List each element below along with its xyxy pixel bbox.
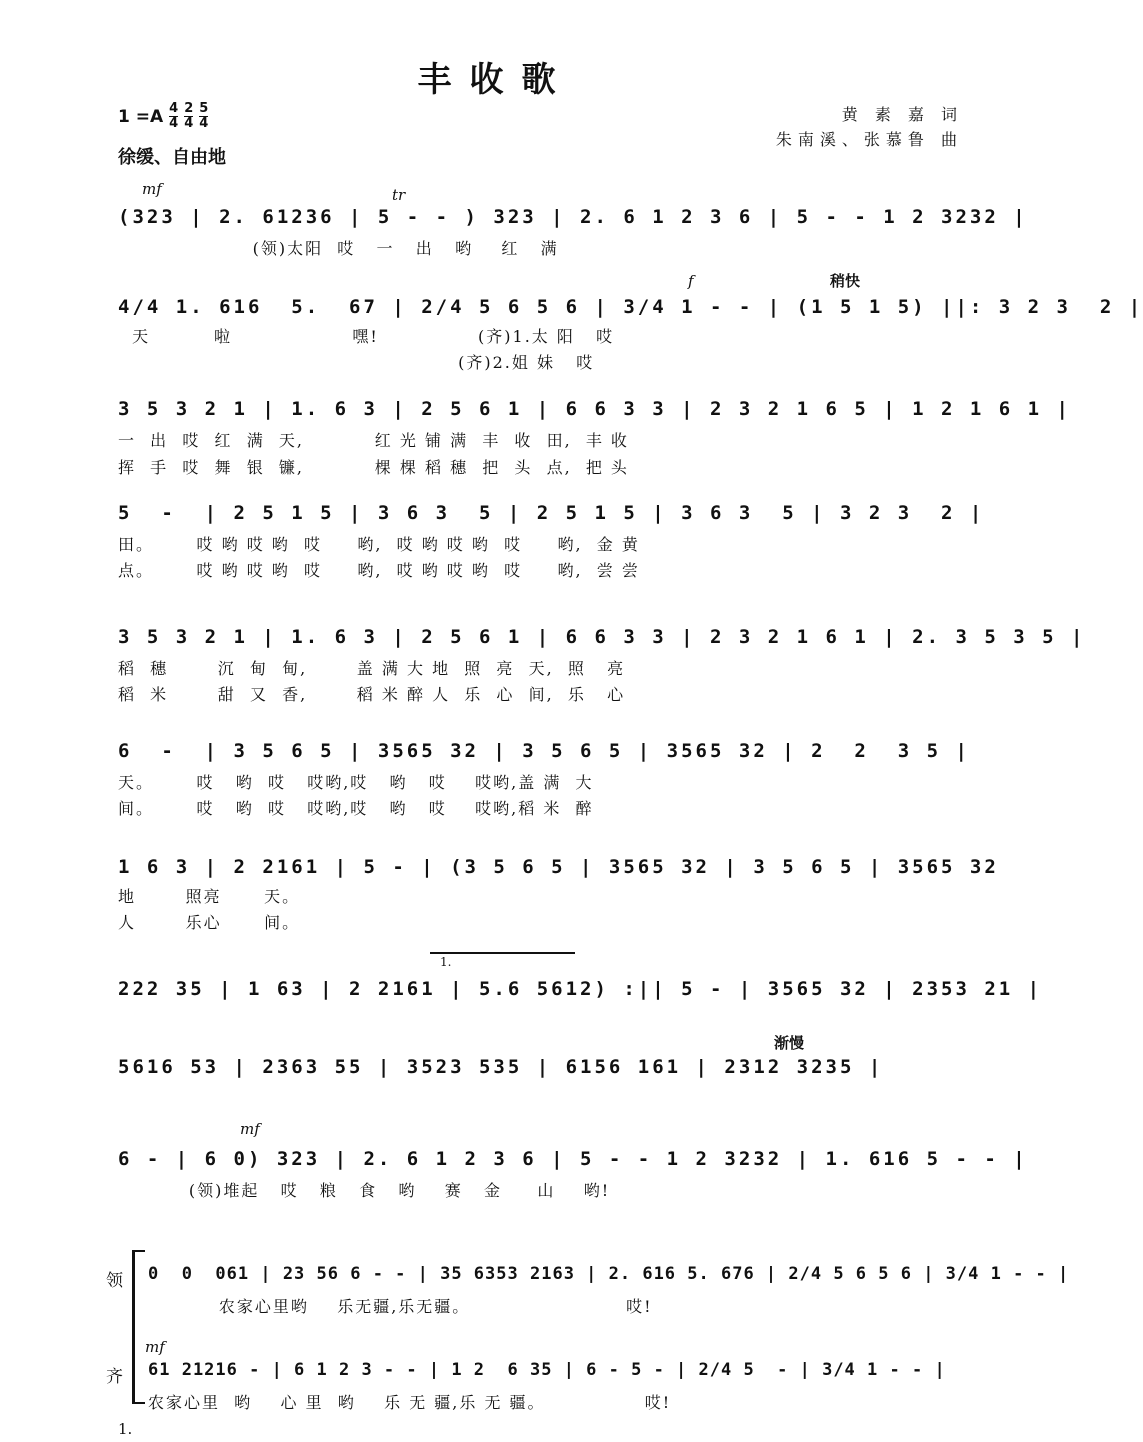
notation-line-4: 5 - | 2 5 1 5 | 3 6 3 5 | 2 5 1 5 | 3 6 3 5 | 3 2 3 2 |: [118, 502, 985, 524]
trill-mark: tr: [392, 186, 406, 204]
lyrics-line-1a: (领)太阳 哎 一 出 哟 红 满: [118, 239, 559, 258]
lyrics-line-4a: 田。 哎 哟 哎 哟 哎 哟, 哎 哟 哎 哟 哎 哟, 金 黄: [118, 535, 640, 554]
notation-line-8: 222 35 | 1 63 | 2 2161 | 5.6 5612) :|| 5 - | 3565 32 | 2353 21 |: [118, 978, 1043, 1000]
dynamic-mf-3: mf: [145, 1338, 165, 1356]
key-signature: [118, 102, 208, 131]
song-title: 丰收歌: [417, 60, 574, 100]
notation-line-3: 3 5 3 2 1 | 1. 6 3 | 2 5 6 1 | 6 6 3 3 | 2 3 2 1 6 5 | 1 2 1 6 1 |: [118, 398, 1071, 420]
composer-credit: 朱南溪、张慕鲁 曲: [775, 130, 963, 149]
lyrics-line-lead: 农家心里哟 乐无疆,乐无疆。 哎!: [148, 1297, 653, 1316]
lyrics-line-all: 农家心里 哟 心 里 哟 乐 无 疆,乐 无 疆。 哎!: [148, 1393, 672, 1412]
lyrics-line-2b: (齐)2.姐 妹 哎: [118, 353, 595, 372]
page-footnote: 1.: [118, 1420, 133, 1438]
lyrics-line-3b: 挥 手 哎 舞 银 镰, 棵 棵 稻 穗 把 头 点, 把 头: [118, 458, 629, 477]
dynamic-mf: mf: [142, 180, 162, 198]
tempo-faster: 稍快: [830, 272, 861, 290]
notation-line-1: (323 | 2. 61236 | 5 - - ) 323 | 2. 6 1 2 3 6 | 5 - - 1 2 3232 |: [118, 206, 1028, 228]
lyrics-line-5b: 稻 米 甜 又 香, 稻 米 醉 人 乐 心 间, 乐 心: [118, 685, 626, 704]
lyrics-line-2a: 天 啦 嘿! (齐)1.太 阳 哎: [118, 327, 615, 346]
tempo-marking: 徐缓、自由地: [118, 147, 226, 168]
lyrics-line-7b: 人 乐心 间。: [118, 913, 301, 932]
part-brace: [132, 1250, 145, 1404]
dynamic-f: f: [688, 272, 694, 290]
lyrics-line-6a: 天。 哎 哟 哎 哎哟,哎 哟 哎 哎哟,盖 满 大: [118, 773, 594, 792]
notation-line-lead: 0 0 061 | 23 56 6 - - | 35 6353 2163 | 2. 616 5. 676 | 2/4 5 6 5 6 | 3/4 1 - - |: [148, 1264, 1070, 1284]
dynamic-mf-2: mf: [240, 1120, 260, 1138]
volta-ending-1: 1.: [440, 955, 452, 969]
notation-line-5: 3 5 3 2 1 | 1. 6 3 | 2 5 6 1 | 6 6 3 3 | 2 3 2 1 6 1 | 2. 3 5 3 5 |: [118, 626, 1086, 648]
notation-line-7: 1 6 3 | 2 2161 | 5 - | (3 5 6 5 | 3565 32 | 3 5 6 5 | 3565 32: [118, 856, 999, 878]
volta-bracket: [430, 952, 575, 954]
notation-line-6: 6 - | 3 5 6 5 | 3565 32 | 3 5 6 5 | 3565 32 | 2 2 3 5 |: [118, 740, 970, 762]
lyrics-line-4b: 点。 哎 哟 哎 哟 哎 哟, 哎 哟 哎 哟 哎 哟, 尝 尝: [118, 561, 640, 580]
notation-line-10: 6 - | 6 0) 323 | 2. 6 1 2 3 6 | 5 - - 1 2 3232 | 1. 616 5 - - |: [118, 1148, 1028, 1170]
notation-line-9: 5616 53 | 2363 55 | 3523 535 | 6156 161 | 2312 3235 |: [118, 1056, 884, 1078]
key-label: 1 =A: [118, 106, 164, 127]
lyrics-line-3a: 一 出 哎 红 满 天, 红 光 铺 满 丰 收 田, 丰 收: [118, 431, 629, 450]
lyrics-line-7a: 地 照亮 天。: [118, 887, 301, 906]
meter-2-4: $\frac{2}{4}$: [184, 101, 194, 131]
lyricist-credit: 黄 素 嘉 词: [841, 105, 963, 124]
notation-line-2: 4/4 1. 616 5. 67 | 2/4 5 6 5 6 | 3/4 1 - - | (1 5 1 5) ||: 3 2 3 2 |: [118, 296, 1143, 318]
lyrics-line-10a: (领)堆起 哎 粮 食 哟 赛 金 山 哟!: [118, 1181, 611, 1200]
part-label-lead: 领: [106, 1271, 123, 1291]
meter-4-4: $\frac{4}{4}$: [169, 101, 179, 131]
tempo-slower: 渐慢: [774, 1034, 805, 1052]
credits: [776, 102, 963, 152]
part-label-all: 齐: [106, 1367, 123, 1387]
lyrics-line-5a: 稻 穗 沉 甸 甸, 盖 满 大 地 照 亮 天, 照 亮: [118, 659, 626, 678]
lyrics-line-6b: 间。 哎 哟 哎 哎哟,哎 哟 哎 哎哟,稻 米 醉: [118, 799, 594, 818]
meter-5-4: $\frac{5}{4}$: [199, 101, 209, 131]
notation-line-all: 61 21216 - | 6 1 2 3 - - | 1 2 6 35 | 6 - 5 - | 2/4 5 - | 3/4 1 - - |: [148, 1360, 946, 1380]
